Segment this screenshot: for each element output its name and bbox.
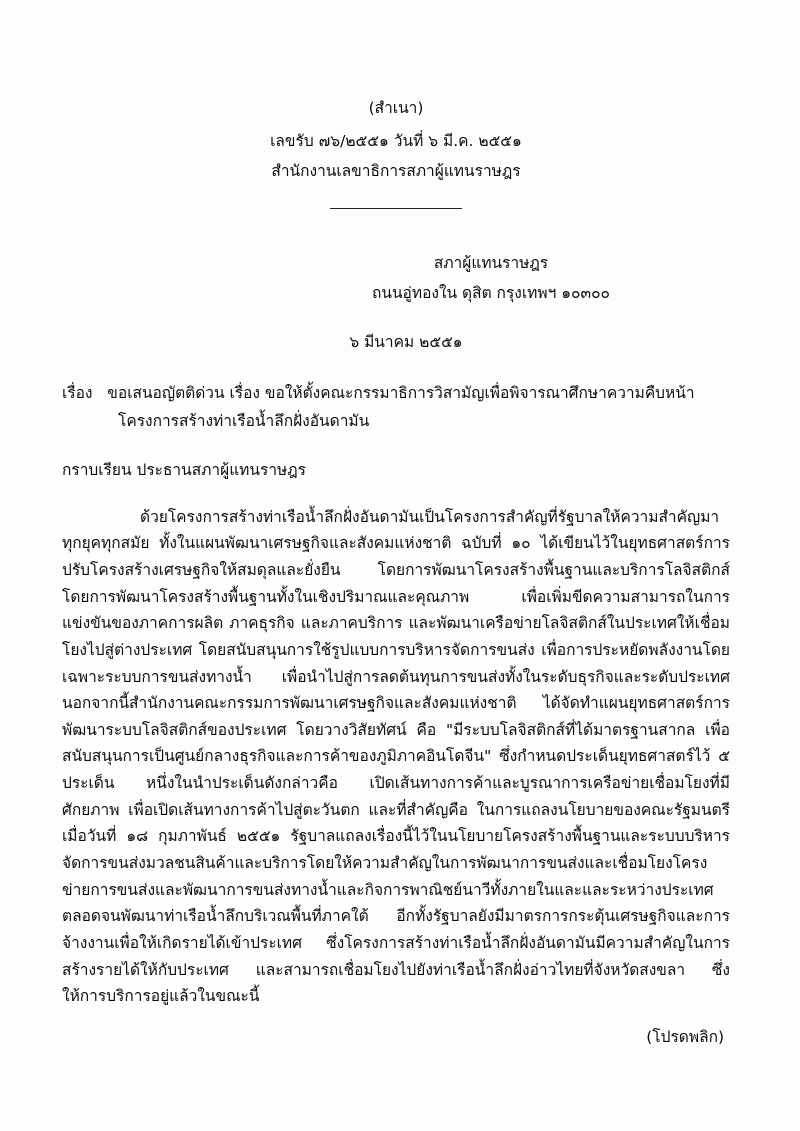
salutation: กราบเรียน ประธานสภาผู้แทนราษฎร bbox=[62, 460, 306, 479]
subject-line bbox=[62, 380, 730, 407]
footer-note: (โปรดพลิก) bbox=[646, 1028, 724, 1047]
body-paragraph: ด้วยโครงการสร้างท่าเรือน้ำลึกฝั่งอันดามันเป็นโครงการสำคัญที่รัฐบาลให้ความสำคัญมาทุกยุคทุกสมัย ทั้งในแผนพัฒนาเศรษฐกิจและสังคมแห่งชาติ ฉบับที่ ๑๐ ได้เขียนไว้ในยุทธศาสตร์การปรับโครงสร้างเศรษฐกิจให้สมดุลและยั่งยืน โดยการพัฒนาโครงสร้างพื้นฐานและบริการโลจิสติกส์ โดยการพัฒนาโครงสร้างพื้นฐานทั้งในเชิงปริมาณและคุณภาพ เพื่อเพิ่มขีดความสามารถในการแข่งขันของภาคการผลิต ภาคธุรกิจ และภาคบริการ และพัฒนาเครือข่ายโลจิสติกส์ในประเทศให้เชื่อมโยงไปสู่ต่างประเทศ โดยสนับสนุนการใช้รูปแบบการบริหารจัดการขนส่ง เพื่อการประหยัดพลังงานโดยเฉพาะระบบการขนส่งทางน้ำ เพื่อนำไปสู่การลดต้นทุนการขนส่งทั้งในระดับธุรกิจและระดับประเทศ นอกจากนี้สำนักงานคณะกรรมการพัฒนาเศรษฐกิจและสังคมแห่งชาติ ได้จัดทำแผนยุทธศาสตร์การพัฒนาระบบโลจิสติกส์ของประเทศ โดยวางวิสัยทัศน์ คือ "มีระบบโลจิสติกส์ที่ได้มาตรฐานสากล เพื่อสนับสนุนการเป็นศูนย์กลางธุรกิจและการค้าของภูมิภาคอินโดจีน" ซึ่งกำหนดประเด็นยุทธศาสตร์ไว้ ๕ ประเด็น หนึ่งในนำประเด็นดังกล่าวคือ เปิดเส้นทางการค้าและบูรณาการเครือข่ายเชื่อมโยงที่มีศักยภาพ เพื่อเปิดเส้นทางการค้าไปสู่ตะวันตก และที่สำคัญคือ ในการแถลงนโยบายของคณะรัฐมนตรี เมื่อวันที่ ๑๘ กุมภาพันธ์ ๒๕๕๑ รัฐบาลแถลงเรื่องนี้ไว้ในนโยบายโครงสร้างพื้นฐานและระบบบริหารจัดการขนส่งมวลชนสินค้าและบริการโดยให้ความสำคัญในการพัฒนาการขนส่งและเชื่อมโยงโครงข่ายการขนส่งและพัฒนาการขนส่งทางน้ำและกิจการพาณิชย์นาวีทั้งภายในและและระหว่างประเทศ ตลอดจนพัฒนาท่าเรือน้ำลึกบริเวณพื้นที่ภาคใต้ อีกทั้งรัฐบาลยังมีมาตรการกระตุ้นเศรษฐกิจและการจ้างงานเพื่อให้เกิดรายได้เข้าประเทศ ซึ่งโครงการสร้างท่าเรือน้ำลึกฝั่งอันดามันมีความสำคัญในการสร้างรายได้ให้กับประเทศ และสามารถเชื่อมโยงไปยังท่าเรือน้ำลึกฝั่งอ่าวไทยที่จังหวัดสงขลา ซึ่งให้การบริการอยู่แล้วในขณะนี้ bbox=[62, 507, 730, 1006]
divider bbox=[62, 195, 730, 222]
date-line: ๖ มีนาคม ๒๕๕๑ bbox=[349, 332, 463, 351]
subject-label: เรื่อง bbox=[62, 383, 93, 402]
subject-continuation: โครงการสร้างท่าเรือน้ำลึกฝั่งอันดามัน bbox=[118, 412, 370, 431]
subject-text: ขอเสนอญัตติด่วน เรื่อง ขอให้ตั้งคณะกรรมาธิการวิสามัญเพื่อพิจารณาศึกษาความคืบหน้า bbox=[107, 383, 695, 402]
copy-mark: (สำเนา) bbox=[368, 99, 424, 117]
divider-rule bbox=[330, 208, 462, 209]
address-line-1: สภาผู้แทนราษฎร bbox=[433, 253, 549, 272]
document-body bbox=[62, 95, 730, 1051]
issuing-office: สำนักงานเลขาธิการสภาผู้แทนราษฎร bbox=[271, 162, 521, 181]
address-block bbox=[252, 250, 730, 307]
address-line-2: ถนนอู่ทองใน ดุสิต กรุงเทพฯ ๑๐๓๐๐ bbox=[371, 284, 611, 303]
registration-line: เลขรับ ๗๖/๒๕๕๑ วันที่ ๖ มี.ค. ๒๕๕๑ bbox=[270, 131, 522, 150]
